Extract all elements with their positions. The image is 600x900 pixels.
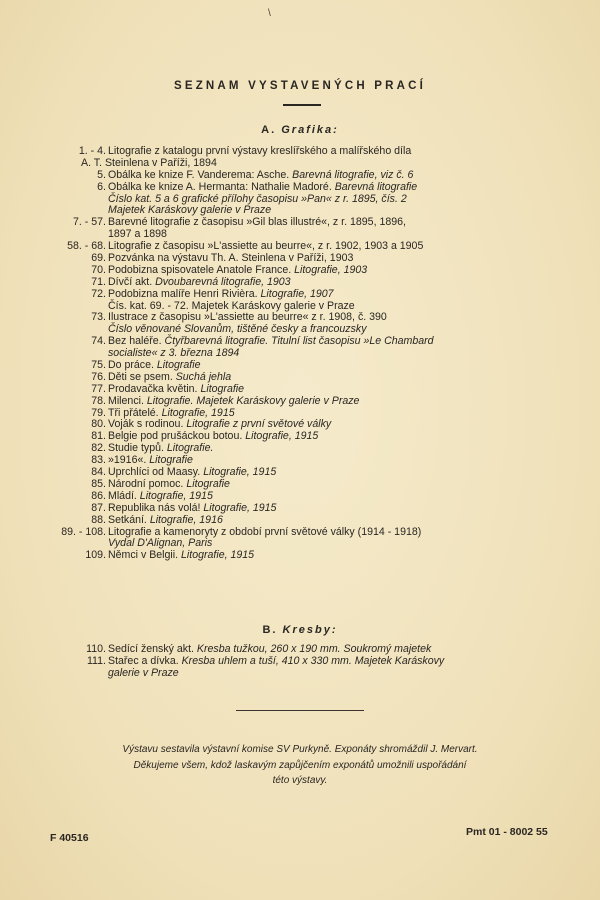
entry-medium: Vydal D'Alignan, Paris [108,537,213,550]
entry-number: 86. [91,489,106,502]
entry-title: A. T. Steinlena v Paříži, 1894 [81,156,217,169]
entry-medium: Litografie. [166,442,214,455]
entry-medium: Litografie [200,382,245,395]
corner-mark: \ [268,8,271,19]
entry-title: Milenci. [108,394,147,407]
entry-title: Studie typů. [108,442,167,455]
entry-medium: Číslo věnované Slovanům, tištěné česky a francouzsky [108,323,367,336]
entry-title: Bez haléře. [108,335,165,348]
entry-title: Uprchlíci od Maasy. [108,466,204,479]
entry-medium: Barevná litografie [334,180,418,193]
entry-number: 79. [91,406,106,419]
entry-number: 87. [91,501,106,514]
entry-title: Pozvánka na výstavu Th. A. Steinlena v Paříži, 1903 [108,252,354,265]
entry-medium: Litografie, 1915 [203,501,277,514]
entry-medium: Kresba uhlem a tuší, 410 x 330 mm. Majetek Karáskovy [181,654,445,667]
entry-title: Dívčí akt. [108,275,156,288]
print-code-left: F 40516 [50,832,89,844]
entry-number: 110. [86,643,106,655]
catalog-entry [0,431,600,443]
entry-title: Belgie pod prušáckou botou. [108,430,246,443]
entry-title: Stařec a dívka. [108,654,182,667]
section-a-heading [0,124,600,136]
entry-number: 6. [97,180,106,193]
entry-title: Do práce. [108,359,157,372]
entry-medium: Litografie. Majetek Karáskovy galerie v Praze [146,394,360,407]
section-a-letter: A. [261,124,277,136]
entry-medium: Litografie, 1915 [161,406,235,419]
acknowledgement-line-3: této výstavy. [272,775,328,786]
acknowledgement-line-2: Děkujeme všem, kdož laskavým zapůjčením exponátů umožnili uspořádání [133,759,467,771]
entry-title: Litografie a kamenoryty z období první světové války (1914 - 1918) [108,525,422,538]
entry-number: 58. - 68. [67,240,106,253]
catalog-entry [0,550,600,562]
entry-medium: Litografie [156,359,201,372]
catalog-entry-continuation [0,668,600,680]
entry-text [108,550,254,562]
acknowledgement [0,742,600,789]
catalog-entry [0,265,600,277]
entry-title: 1897 a 1898 [108,228,167,241]
entry-number: 89. - 108. [61,525,106,538]
entry-medium: Dvoubarevná litografie, 1903 [155,275,291,288]
entry-number: 88. [91,513,106,526]
entry-medium: Litografie, 1915 [203,466,277,479]
entry-number: 109. [85,549,106,562]
entry-medium: Litografie [186,477,230,490]
entry-medium: Litografie [149,454,193,467]
entry-title: Litografie z časopisu »L'assiette au beurre«, z r. 1902, 1903 a 1905 [108,240,424,253]
entry-number: 7. - 57. [73,216,106,229]
entry-title: »1916«. [108,454,150,467]
catalog-entry [0,527,600,539]
entry-title: Litografie z katalogu první výstavy kreslířského a malířského díla [108,145,412,157]
entry-medium: Litografie, 1915 [139,489,213,502]
entry-title: Podobizna malíře Henri Rivièra. [108,287,261,300]
entry-number: 111. [86,654,106,667]
entry-medium: Čtyřbarevná litografie. Titulní list časopisu »Le Chambard [164,335,434,348]
acknowledgement-line-1: Výstavu sestavila výstavní komise SV Purkyně. Exponáty shromáždil J. Mervart. [122,744,478,755]
entry-title: Národní pomoc. [108,477,187,490]
entry-number: 70. [91,263,106,276]
entry-number: 71. [91,275,106,288]
catalog-entry [0,336,600,348]
entry-title: Ilustrace z časopisu »L'assiette au beurre« z r. 1908, č. 390 [108,311,387,324]
entry-number: 78. [91,394,106,407]
section-b-heading [0,624,600,636]
entry-title: Děti se psem. [108,370,176,383]
catalog-entry [0,503,600,515]
catalog-entry-continuation [0,194,600,206]
entry-number: 74. [91,335,106,348]
entry-medium: Suchá jehla [175,370,232,383]
catalog-entry [0,360,600,372]
entry-number: 73. [91,311,106,324]
entry-title: Mládí. [108,489,140,502]
page-title: SEZNAM VYSTAVENÝCH PRACÍ [173,80,427,92]
catalog-entry [0,656,600,668]
entry-medium: Litografie z první světové války [186,418,332,431]
section-a-name: Grafika: [281,124,339,136]
catalog-entry [0,455,600,467]
catalog-entry [0,217,600,229]
entry-title: Němci v Belgii. [108,549,181,562]
entry-title: Republika nás volá! [108,501,204,514]
entry-number: 81. [91,430,106,443]
entry-medium: Majetek Karáskovy galerie v Praze [108,204,272,217]
section-b-list [0,644,600,680]
entry-number: 85. [91,477,106,490]
entry-medium: Litografie, 1916 [149,513,223,526]
entry-medium: Kresba tužkou, 260 x 190 mm. Soukromý majetek [196,643,432,655]
catalog-entry [0,479,600,491]
entry-medium: Litografie, 1903 [294,263,368,276]
catalog-entry [0,372,600,384]
entry-title: Čís. kat. 69. - 72. Majetek Karáskovy galerie v Praze [108,299,355,312]
entry-number: 84. [91,466,106,479]
entry-title: Obálka ke knize A. Hermanta: Nathalie Madoré. [108,180,335,193]
entry-title: Voják s rodinou. [108,418,187,431]
entry-number: 82. [91,442,106,455]
entry-title: Tři přátelé. [108,406,162,419]
catalog-entry [0,467,600,479]
entry-medium: socialiste« z 3. března 1894 [108,347,240,360]
entry-medium: Litografie, 1907 [260,287,334,300]
divider-rule [236,710,364,711]
entry-number: 75. [91,359,106,372]
entry-title: Obálka ke knize F. Vanderema: Asche. [108,168,293,181]
entry-title: Prodavačka květin. [108,382,201,395]
entry-title: Sedící ženský akt. [108,643,197,655]
catalog-entry [0,396,600,408]
entry-number: 5. [97,168,106,181]
entry-title: Podobizna spisovatele Anatole France. [108,263,295,276]
entry-number: 77. [91,382,106,395]
catalog-entry [0,491,600,503]
entry-number: 76. [91,370,106,383]
entry-title: Barevné litografie z časopisu »Gil blas illustré«, z r. 1895, 1896, [108,216,406,229]
entry-title: Setkání. [108,513,150,526]
entry-medium: Litografie, 1915 [181,549,255,562]
entry-number: 83. [91,454,106,467]
print-code-right: Pmt 01 - 8002 55 [466,826,548,838]
catalog-entry-continuation [0,348,600,360]
entry-text [108,668,179,680]
entry-medium: Číslo kat. 5 a 6 grafické přílohy časopisu »Pan« z r. 1895, čís. 2 [108,192,407,205]
entry-medium: Barevná litografie, viz č. 6 [292,168,414,181]
section-a-list [0,146,600,562]
title-underline [283,104,321,106]
catalog-entry [0,443,600,455]
entry-number: 80. [91,418,106,431]
entry-number: 1. - 4. [78,145,106,157]
entry-medium: Litografie, 1915 [245,430,319,443]
section-b-letter: B. [262,624,278,636]
entry-number: 72. [91,287,106,300]
section-b-name: Kresby: [282,624,338,636]
entry-medium: galerie v Praze [108,666,179,679]
entry-number: 69. [91,252,106,265]
